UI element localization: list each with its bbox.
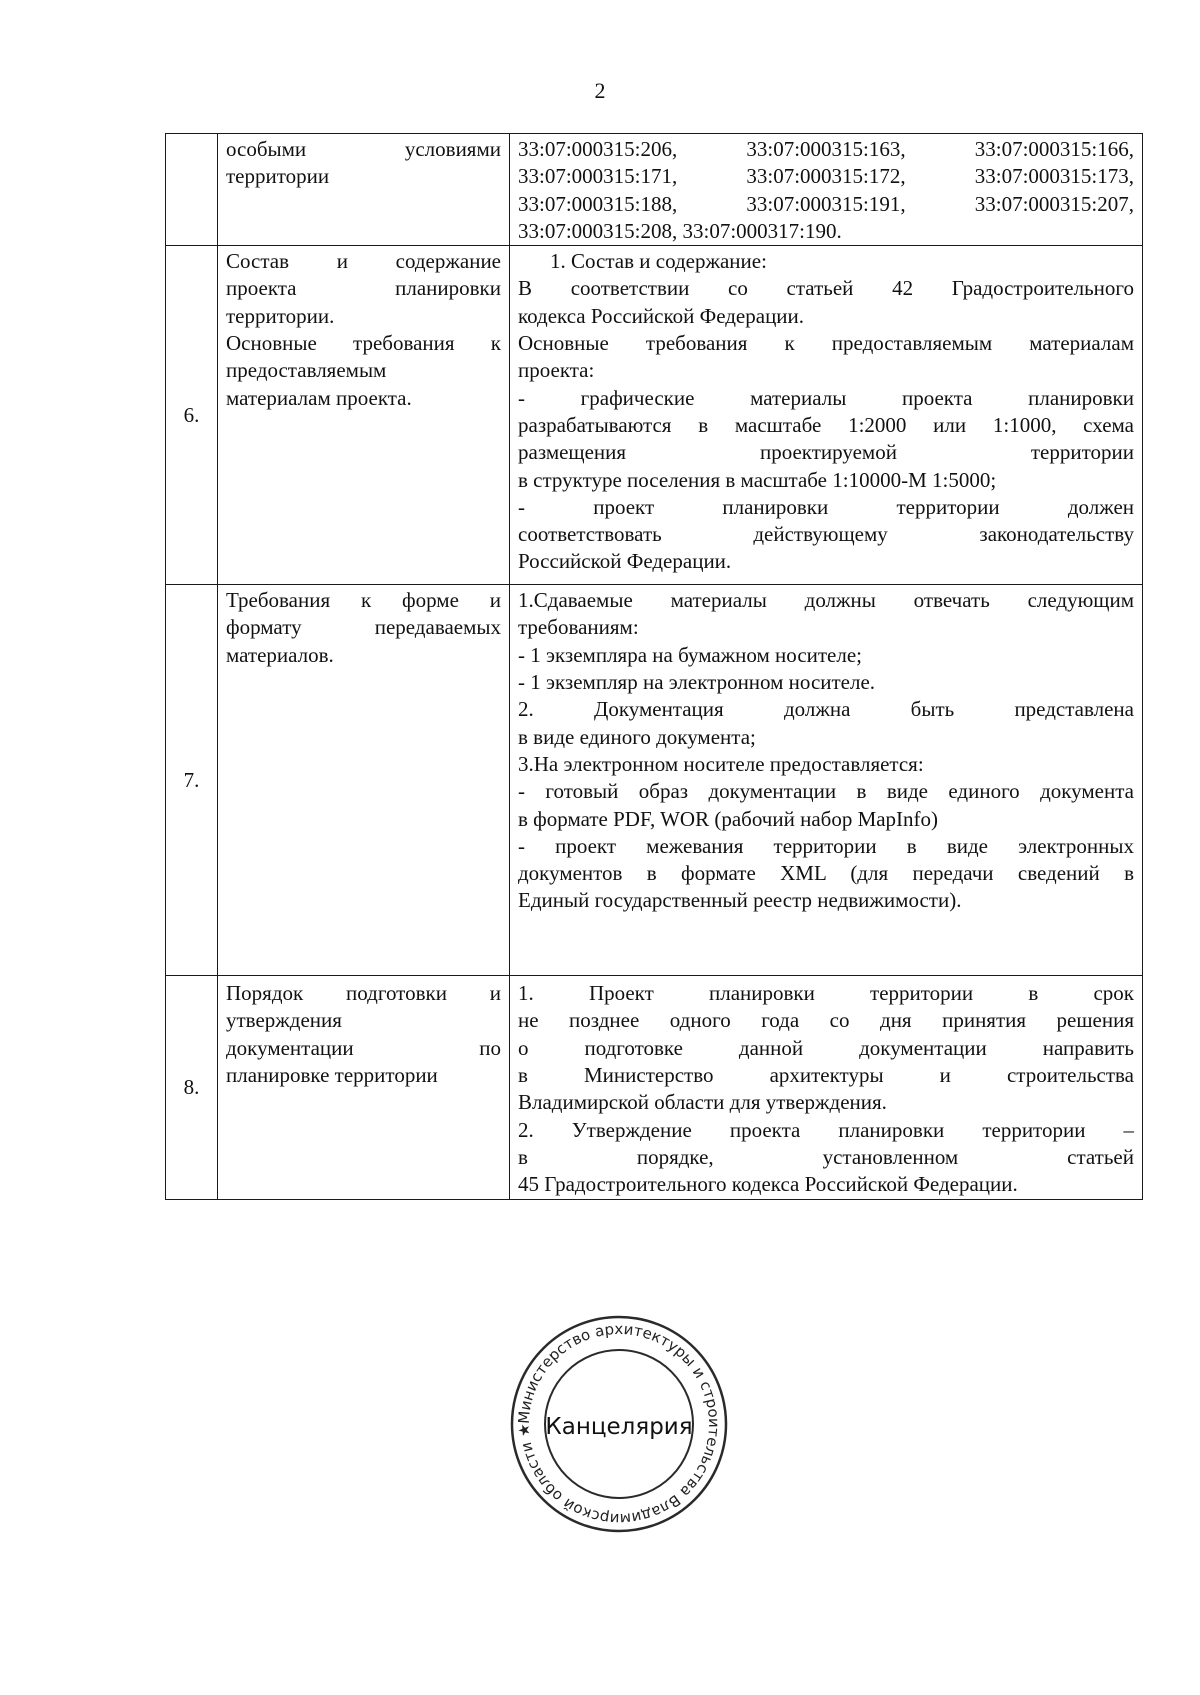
content-line: в формате PDF, WOR (рабочий набор MapInfo): [518, 806, 939, 831]
content-line: 2. Утверждение проекта планировки территории –: [518, 1117, 1134, 1142]
content-line: - готовый образ документации в виде единого документа: [518, 779, 1134, 804]
stamp-ring-text: Министерство архитектуры и строительства Владимирской области ★: [514, 1319, 724, 1529]
content-line: 1. Проект планировки территории в срок: [518, 981, 1134, 1006]
row-title-line: территории: [226, 164, 330, 189]
table-row-7: [166, 585, 1143, 976]
row-title-line: документации по: [226, 1035, 501, 1060]
content-line: Единый государственный реестр недвижимости).: [518, 888, 962, 913]
content-line: в Министерство архитектуры и строительства: [518, 1063, 1134, 1088]
content-line: 3.На электронном носителе предоставляется:: [518, 751, 924, 776]
content-line: разрабатываются в масштабе 1:2000 или 1:1000, схема: [518, 412, 1134, 437]
row-title-line: проекта планировки: [226, 276, 501, 301]
row-content-cell: [510, 246, 1143, 585]
content-line: документов в формате XML (для передачи сведений в: [518, 861, 1134, 886]
content-line: 33:07:000315:206, 33:07:000315:163, 33:07:000315:166,: [518, 137, 1134, 161]
content-line: в виде единого документа;: [518, 724, 756, 749]
row-title-cell: [218, 134, 510, 246]
row-title-line: формату передаваемых: [226, 615, 501, 640]
content-line: не позднее одного года со дня принятия решения: [518, 1008, 1134, 1033]
content-line: кодекса Российской Федерации.: [518, 303, 805, 328]
content-line: требованиям:: [518, 615, 639, 640]
table-row-6: [166, 246, 1143, 585]
row-title-cell: [218, 585, 510, 976]
row-title-line: материалам проекта.: [226, 385, 412, 410]
content-line: в структуре поселения в масштабе 1:10000-М 1:5000;: [518, 467, 997, 492]
row-title-cell: [218, 246, 510, 585]
content-line: 33:07:000315:171, 33:07:000315:172, 33:07:000315:173,: [518, 164, 1134, 189]
content-line: размещения проектируемой территории: [518, 440, 1134, 465]
content-line: в порядке, установленном статьей: [518, 1144, 1134, 1169]
row-title-line: особыми условиями: [226, 137, 501, 161]
row-content-cell: [510, 585, 1143, 976]
content-line: проекта:: [518, 358, 595, 383]
table-row-continued: [166, 134, 1143, 246]
content-line: соответствовать действующему законодательству: [518, 522, 1134, 547]
office-stamp: [508, 1313, 730, 1535]
content-line: 33:07:000315:188, 33:07:000315:191, 33:07:000315:207,: [518, 191, 1134, 216]
row-number-cell: 6.: [166, 246, 218, 585]
content-line: 2. Документация должна быть представлена: [518, 697, 1134, 722]
row-number-cell: 7.: [166, 585, 218, 976]
content-line: 1.Сдаваемые материалы должны отвечать следующим: [518, 588, 1134, 613]
row-title-line: территории.: [226, 303, 335, 328]
row-title-line: утверждения: [226, 1008, 342, 1033]
content-line: - графические материалы проекта планировки: [518, 385, 1134, 410]
content-line: - 1 экземпляра на бумажном носителе;: [518, 642, 863, 667]
row-title-line: Порядок подготовки и: [226, 981, 501, 1006]
content-line: 33:07:000315:208, 33:07:000317:190.: [518, 218, 842, 243]
content-line: о подготовке данной документации направить: [518, 1035, 1134, 1060]
row-content-cell: [510, 976, 1143, 1199]
row-title-line: Требования к форме и: [226, 588, 501, 613]
page-number: 2: [594, 78, 606, 103]
row-title-line: Состав и содержание: [226, 249, 501, 274]
row-title-line: предоставляемым: [226, 358, 387, 383]
row-number-cell: 8.: [166, 976, 218, 1199]
row-content-cell: [510, 134, 1143, 246]
content-line: Основные требования к предоставляемым материалам: [518, 331, 1134, 356]
row-title-line: планировке территории: [226, 1063, 438, 1088]
content-line: - 1 экземпляр на электронном носителе.: [518, 670, 876, 695]
table-row-8: [166, 976, 1143, 1199]
content-line: 45 Градостроительного кодекса Российской Федерации.: [518, 1172, 1018, 1197]
stamp-center-text: Канцелярия: [545, 1414, 693, 1440]
content-line: - проект планировки территории должен: [518, 494, 1134, 519]
content-line: В соответствии со статьей 42 Градостроительного: [518, 276, 1134, 301]
requirements-table: [165, 133, 1143, 1200]
row-title-cell: [218, 976, 510, 1199]
content-line: 1. Состав и содержание:: [550, 249, 767, 274]
content-line: - проект межевания территории в виде электронных: [518, 833, 1134, 858]
content-line: Владимирской области для утверждения.: [518, 1090, 887, 1115]
row-title-line: Основные требования к: [226, 331, 501, 356]
row-number-cell: [166, 134, 218, 246]
row-title-line: материалов.: [226, 642, 334, 667]
content-line: Российской Федерации.: [518, 549, 732, 574]
